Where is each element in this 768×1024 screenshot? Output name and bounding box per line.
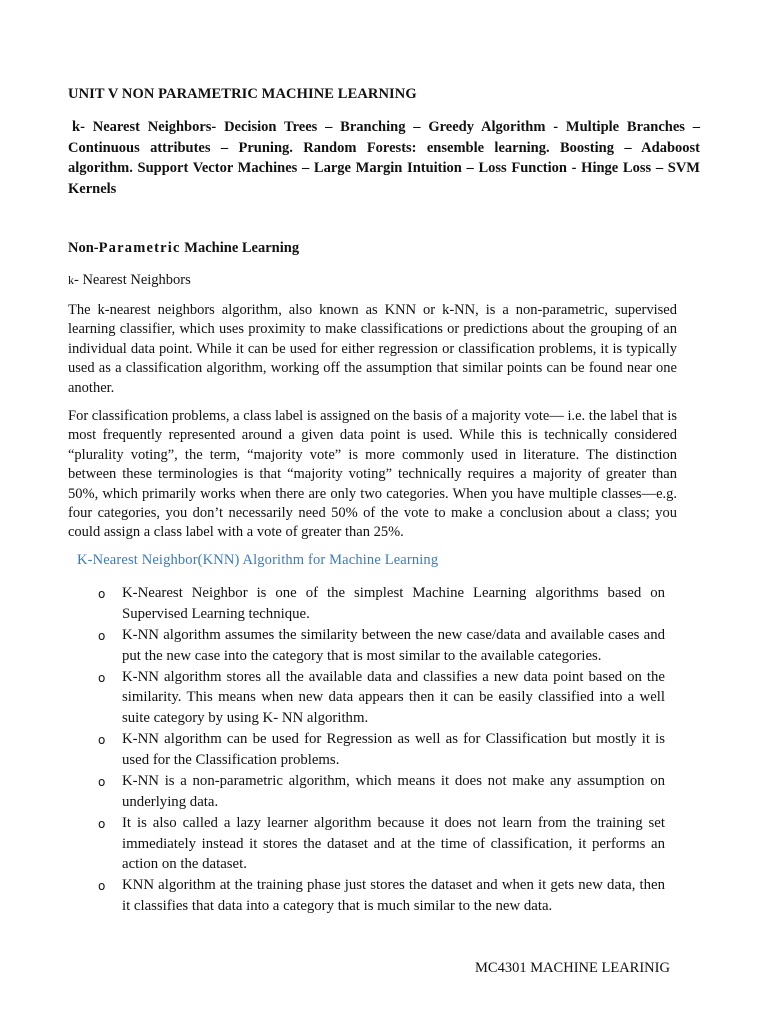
bullet-marker: o	[98, 733, 106, 748]
list-item	[96, 583, 665, 625]
bullet-marker: o	[98, 628, 106, 643]
bullet-marker: o	[98, 879, 106, 894]
bullet-marker: o	[98, 774, 106, 789]
list-item	[96, 667, 665, 729]
list-item	[96, 813, 665, 875]
section-heading-part1: Non-	[68, 240, 99, 256]
bullet-marker: o	[98, 670, 106, 685]
list-item-text: K-NN algorithm can be used for Regression as well as for Classification but mostly it is used for the Classification problems.	[122, 731, 665, 768]
list-item	[96, 625, 665, 667]
paragraph-knn-intro: The k-nearest neighbors algorithm, also known as KNN or k-NN, is a non-parametric, supervised learning classifier, which uses proximity to make classifications or predictions about the grouping of an individual data point. While it can be used for either regression or classification problems, it is typically used as a classification algorithm, working off the assumption that similar points can be found near one another.	[68, 302, 677, 396]
list-item-text: It is also called a lazy learner algorithm because it does not learn from the training set immediately instead it stores the dataset and at the time of classification, it performs an action on the dataset.	[122, 814, 665, 873]
unit-title: UNIT V NON PARAMETRIC MACHINE LEARNING	[68, 86, 417, 102]
knn-bullet-list	[96, 583, 665, 917]
sub-heading-k: k	[68, 273, 74, 287]
knn-algorithm-heading: K-Nearest Neighbor(KNN) Algorithm for Machine Learning	[77, 552, 439, 568]
section-heading-part3: Machine Learning	[180, 240, 300, 256]
bullet-marker: o	[98, 816, 106, 831]
sub-heading-knn	[68, 272, 191, 289]
list-item-text: K-NN algorithm assumes the similarity between the new case/data and available cases and put the new case into the category that is most similar to the available categories.	[122, 626, 665, 664]
list-item-text: K-Nearest Neighbor is one of the simplest Machine Learning algorithms based on Supervised Learning technique.	[122, 585, 665, 622]
section-heading	[68, 240, 299, 257]
list-item-text: K-NN algorithm stores all the available data and classifies a new data point based on the similarity. This means when new data appears then it can be easily classified into a well suite category by using K- NN algorithm.	[122, 668, 665, 727]
section-heading-part2: Parametric	[98, 240, 181, 256]
paragraph-classification: For classification problems, a class label is assigned on the basis of a majority vote— i.e. the label that is most frequently represented around a given data point is used. While this is technically considered “plurality voting”, the term, “majority vote” is more commonly used in literature. The distinction between these terminologies is that “majority voting” technically requires a majority of greater than 50%, which primarily works when there are only two categories. When you have multiple classes—e.g. four categories, you don’t necessarily need 50% of the vote to make a conclusion about a class; you could assign a class label with a vote of greater than 25%.	[68, 408, 677, 541]
list-item-text: KNN algorithm at the training phase just stores the dataset and when it gets new data, then it classifies that data into a category that is much similar to the new data.	[122, 877, 665, 915]
syllabus-topics: k- Nearest Neighbors- Decision Trees – Branching – Greedy Algorithm - Multiple Branches – Continuous attributes – Pruning. Random Forests: ensemble learning. Boosting – Adaboost algorithm. Support Vector Machines – Large Margin Intuition – Loss Function - Hinge Loss – SVM Kernels	[68, 119, 700, 197]
list-item-text: K-NN is a non-parametric algorithm, which means it does not make any assumption on underlying data.	[122, 772, 665, 810]
sub-heading-rest: - Nearest Neighbors	[74, 272, 191, 288]
list-item	[96, 729, 665, 771]
list-item	[96, 875, 665, 917]
page-footer: MC4301 MACHINE LEARINIG	[475, 960, 670, 976]
bullet-marker: o	[98, 587, 106, 601]
list-item	[96, 771, 665, 813]
